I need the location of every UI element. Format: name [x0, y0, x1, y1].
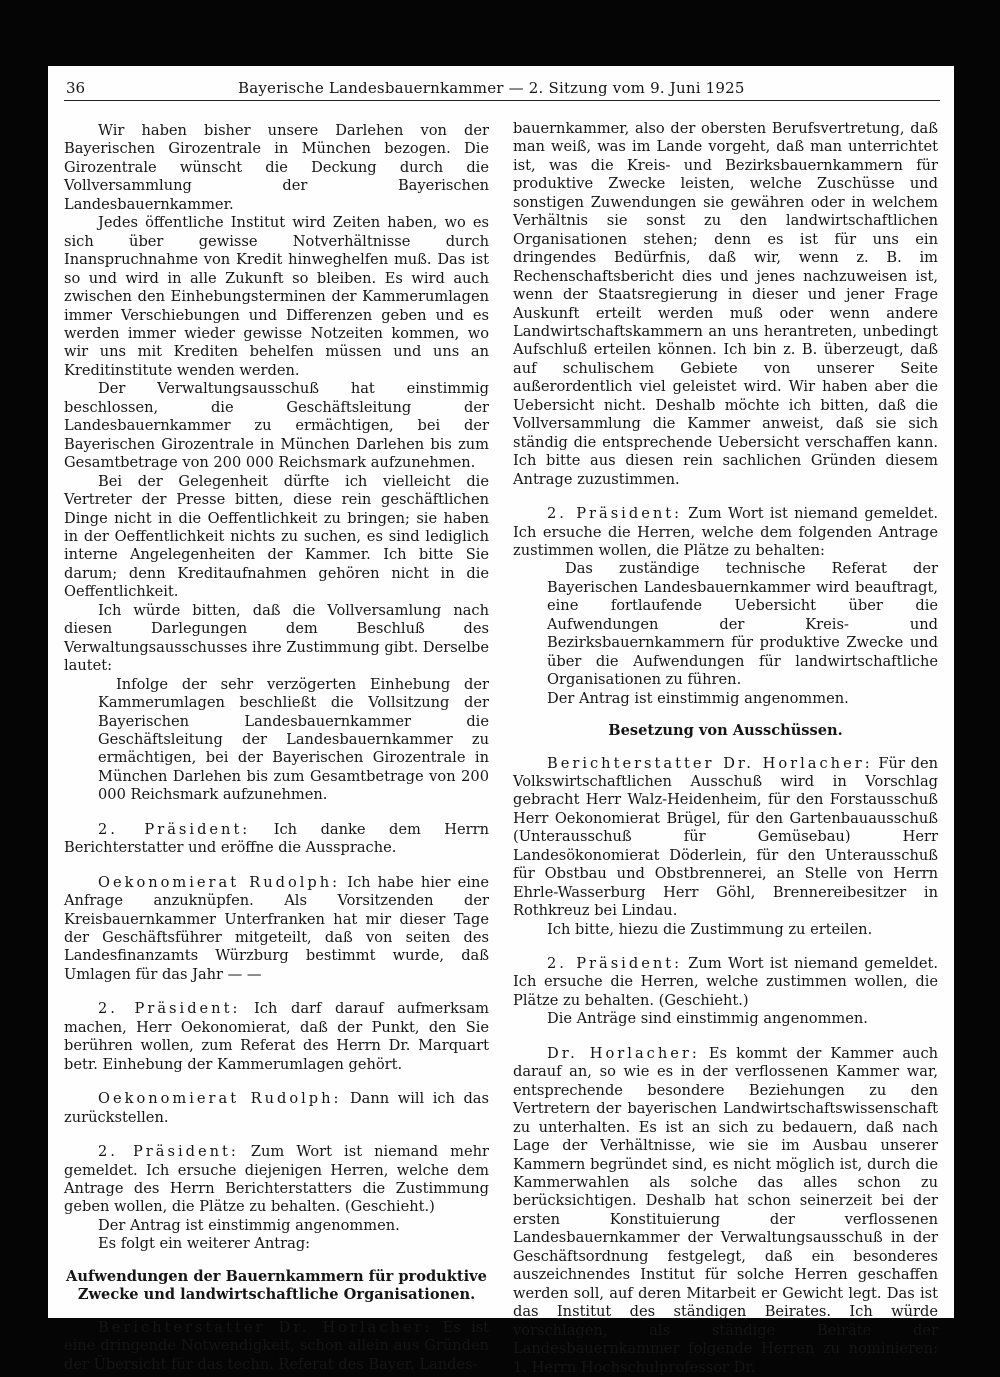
speech-text: Zum Wort ist niemand mehr gemeldet. Ich ersuche diejenigen Herren, welche dem Antrage des Herrn Berichterstatters die Zustimmung geben wollen, die Plätze zu behalten. (Geschieht.): [64, 1143, 490, 1216]
speaker-name: 2. Präsident:: [98, 1143, 239, 1161]
speech-paragraph: [64, 1000, 489, 1074]
speech-paragraph: [513, 1045, 938, 1377]
section-heading: Besetzung von Ausschüssen.: [608, 722, 843, 740]
speaker-name: 2. Präsident:: [547, 955, 683, 973]
paragraph: Der Antrag ist einstimmig angenommen.: [98, 1216, 400, 1234]
speech-paragraph: [513, 755, 938, 921]
speaker-name: 2. Präsident:: [98, 820, 251, 838]
page-number: 36: [66, 79, 86, 97]
speech-text: Ich habe hier eine Anfrage anzuknüpfen. Als Vorsitzenden der Kreisbauernkammer Unterfranken hat mir dieser Tage der Geschäftsführer mitgeteilt, daß von seiten des Landesfinanzamts Würzburg bestimmt wurde, daß Umlagen für das Jahr — —: [64, 873, 489, 983]
paragraph: Der Verwaltungsausschuß hat einstimmig beschlossen, die Geschäftsleitung der Landesbauernkammer zu ermächtigen, bei der Bayerischen Girozentrale in München Darlehen bis zum Gesamtbetrage von 200 000 Reichsmark aufzunehmen.: [64, 380, 489, 472]
paragraph: Ich würde bitten, daß die Vollversamlung nach diesen Darlegungen dem Beschluß des Verwaltungsausschusses ihre Zustimmung gibt. Derselbe lautet:: [64, 601, 489, 675]
speaker-name: Oekonomierat Rudolph:: [98, 873, 341, 891]
section-heading: Aufwendungen der Bauernkammern für produktive Zwecke und landwirtschaftliche Organisationen.: [66, 1267, 487, 1304]
speech-paragraph: [513, 505, 938, 560]
speaker-name: 2. Präsident:: [547, 505, 683, 523]
motion-quote: Infolge der sehr verzögerten Einhebung der Kammerumlagen beschließt die Vollsitzung der Bayerischen Landesbauernkammer die Geschäftsleitung der Landesbauernkammer zu ermächtigen, bei der Bayerischen Girozentrale in München Darlehen bis zum Gesamtbetrage von 200 000 Reichsmark aufzunehmen.: [98, 675, 489, 804]
speech-paragraph: [64, 1319, 489, 1374]
paragraph: Der Antrag ist einstimmig angenommen.: [547, 689, 849, 707]
motion-quote: Das zuständige technische Referat der Bayerischen Landesbauernkammer wird beauftragt, eine fortlaufende Uebersicht über die Aufwendungen der Kreis- und Bezirksbauernkammern für produktive Zwecke und über die Aufwendungen für landwirtschaftliche Organisationen zu führen.: [547, 560, 938, 689]
left-column: [64, 122, 489, 1374]
speech-paragraph: [64, 821, 489, 858]
paragraph: Ich bitte, hiezu die Zustimmung zu erteilen.: [547, 920, 873, 938]
speaker-name: 2. Präsident:: [98, 1000, 241, 1018]
paragraph: Wir haben bisher unsere Darlehen von der Bayerischen Girozentrale in München bezogen. Die Girozentrale wünscht die Deckung durch die Vollversammlung der Bayerischen Landesbauernkammer.: [64, 122, 489, 213]
speaker-name: Berichterstatter Dr. Horlacher:: [98, 1318, 433, 1336]
speech-text: Ich danke dem Herrn Berichterstatter und eröffne die Aussprache.: [64, 820, 490, 857]
speaker-name: Dr. Horlacher:: [547, 1044, 700, 1062]
speech-paragraph: [513, 955, 938, 1010]
speech-text: Es ist eine dringende Notwendigkeit, schon allein aus Gründen der Übersicht für das techn. Referat des Bayer. Landes-: [64, 1318, 490, 1373]
document-page: [48, 66, 954, 1376]
speech-paragraph: [64, 1090, 489, 1127]
speech-paragraph: [64, 1143, 489, 1217]
speech-text: Ich darf darauf aufmerksam machen, Herr Oekonomierat, daß der Punkt, den Sie berühren wollen, zum Referat des Herrn Dr. Marquart betr. Einhebung der Kammerumlagen gehört.: [64, 1000, 490, 1073]
running-title: Bayerische Landesbauernkammer — 2. Sitzung vom 9. Juni 1925: [238, 79, 745, 97]
paragraph: Bei der Gelegenheit dürfte ich vielleicht die Vertreter der Presse bitten, diese rein geschäftlichen Dinge nicht in die Oeffentlichkeit zu bringen; sie haben in der Oeffentlichkeit nichts zu suchen, es sind lediglich interne Angelegenheiten der Kammer. Ich bitte Sie darum; denn Kreditaufnahmen gehören nicht in die Oeffentlichkeit.: [64, 472, 489, 601]
speech-text: Für den Volkswirtschaftlichen Ausschuß wird in Vorschlag gebracht Herr Walz-Heidenheim, für den Forstausschuß Herr Oekonomierat Brügel, für den Gartenbauausschuß (Unterausschuß für Gemüsebau) Herr Landesökonomierat Döderlein, für den Unterausschuß für Obstbau und Obstbrennerei, an Stelle von Herrn Ehrle-Wasserburg Herr Göhl, Brennereibesitzer in Rothkreuz bei Lindau.: [513, 754, 938, 920]
paragraph: Es folgt ein weiterer Antrag:: [98, 1235, 311, 1253]
right-column: [513, 120, 938, 1377]
speech-text: Es kommt der Kammer auch darauf an, so wie es in der verflossenen Kammer war, entsprechende besondere Beziehungen zu den Vertretern der bayerischen Landwirtschaftswissenschaft zu unterhalten. Es ist an sich zu bedauern, daß nach Lage der Verhältnisse, wie sie im Ausbau unserer Kammern begründet sind, es nicht möglich ist, durch die Kammerwahlen als solche das alles schon zu berücksichtigen. Deshalb hat schon seinerzeit bei der ersten Konstituierung der verflossenen Landesbauernkammer der Verwaltungsausschuß in der Geschäftsordnung festgelegt, daß ein besonderes auszeichnendes Institut für solche Herren geschaffen werden soll, auf deren Mitarbeit er Gewicht legt. Das ist das Institut des ständigen Beirates. Ich würde vorschlagen, als ständige Beiräte der Landesbauernkammer folgende Herren zu nominieren: 1. Herrn Hochschulprofessor Dr.: [513, 1044, 939, 1376]
paragraph: Jedes öffentliche Institut wird Zeiten haben, wo es sich über gewisse Notverhältnisse durch Inanspruchnahme von Kredit hinweghelfen muß. Das ist so und wird in alle Zukunft so bleiben. Es wird auch zwischen den Einhebungsterminen der Kammerumlagen immer Verschiebungen und Differenzen geben und es werden immer wieder gewisse Notzeiten kommen, wo wir uns mit Krediten behelfen müssen und uns an Kreditinstitute wenden werden.: [64, 214, 489, 379]
speech-text: Zum Wort ist niemand gemeldet. Ich ersuche die Herren, welche zustimmen wollen, die Plätze zu behalten. (Geschieht.): [513, 955, 939, 1009]
speaker-name: Berichterstatter Dr. Horlacher:: [547, 754, 873, 772]
running-header: [64, 78, 940, 101]
paragraph: Die Anträge sind einstimmig angenommen.: [547, 1010, 868, 1028]
speech-text: Zum Wort ist niemand gemeldet. Ich ersuche die Herren, welche dem folgenden Antrage zustimmen wollen, die Plätze zu behalten:: [513, 505, 939, 559]
speech-text: Dann will ich das zurückstellen.: [64, 1090, 489, 1126]
speech-paragraph: [64, 874, 489, 985]
paragraph: bauernkammer, also der obersten Berufsvertretung, daß man weiß, was im Lande vorgeht, daß man unterrichtet ist, was die Kreis- und Bezirksbauernkammern für produktive Zwecke leisten, welche Zuschüsse und sonstigen Zuwendungen sie gewähren oder in welchem Verhältnis sie sonst zu den landwirtschaftlichen Organisationen stehen; denn es ist für uns ein dringendes Bedürfnis, daß wir, wenn z. B. im Rechenschaftsbericht dies und jenes nachzuweisen ist, wenn der Staatsregierung in dieser und jener Frage Auskunft erteilt werden muß oder wenn andere Landwirtschaftskammern an uns herantreten, unbedingt Aufschluß erteilen können. Ich bin z. B. überzeugt, daß auf schulischem Gebiete von unserer Seite außerordentlich viel geleistet wird. Wir haben aber die Uebersicht nicht. Deshalb möchte ich bitten, daß die Vollversammlung die Kammer anweist, daß sie sich ständig die entsprechende Uebersicht verschaffen kann. Ich bitte aus diesen rein sachlichen Gründen diesem Antrage zuzustimmen.: [513, 120, 938, 488]
speaker-name: Oekonomierat Rudolph:: [98, 1090, 342, 1108]
